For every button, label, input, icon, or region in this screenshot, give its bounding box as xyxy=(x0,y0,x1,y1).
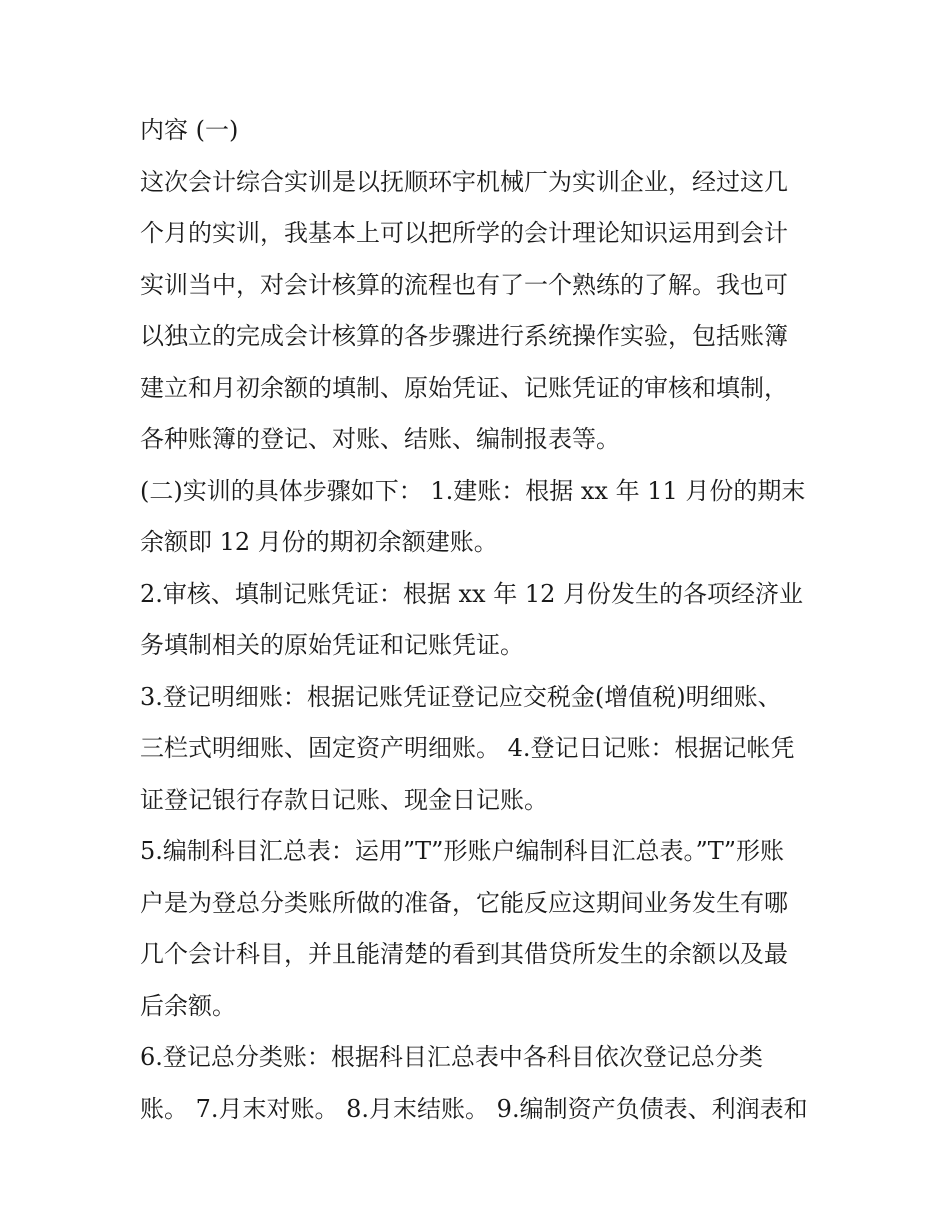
paragraph-intro xyxy=(140,157,830,466)
text-line: 各种账簿的登记、对账、结账、编制报表等。 xyxy=(140,425,620,453)
text-line: 这次会计综合实训是以抚顺环宇机械厂为实训企业，经过这几 xyxy=(140,167,788,196)
paragraph-steps-2 xyxy=(140,569,830,672)
text-line: 务填制相关的原始凭证和记账凭证。 xyxy=(140,631,524,659)
text-line: 账。 7.月末对账。 8.月末结账。 9.编制资产负债表、利润表和 xyxy=(140,1094,808,1123)
paragraph-steps-6 xyxy=(140,1032,830,1135)
text-line: 以独立的完成会计核算的各步骤进行系统操作实验，包括账簿 xyxy=(140,322,788,350)
document-body xyxy=(140,105,830,1135)
text-line: 建立和月初余额的填制、原始凭证、记账凭证的审核和填制， xyxy=(140,373,788,402)
text-line: 2.审核、填制记账凭证：根据 xx 年 12 月份发生的各项经济业 xyxy=(140,579,804,608)
text-line: 内容 (一) xyxy=(140,116,239,144)
paragraph-steps-1 xyxy=(140,466,830,569)
paragraph-steps-5 xyxy=(140,826,830,1032)
text-line: 实训当中，对会计核算的流程也有了一个熟练的了解。我也可 xyxy=(140,270,788,299)
text-line: 三栏式明细账、固定资产明细账。 4.登记日记账：根据记帐凭 xyxy=(140,734,795,762)
text-line: 6.登记总分类账：根据科目汇总表中各科目依次登记总分类 xyxy=(140,1043,763,1071)
text-line: 几个会计科目，并且能清楚的看到其借贷所发生的余额以及最 xyxy=(140,940,788,968)
text-line: 3.登记明细账：根据记账凭证登记应交税金(增值税)明细账、 xyxy=(140,682,782,711)
section-heading xyxy=(140,105,830,157)
text-line: 后余额。 xyxy=(140,991,236,1020)
text-line: 5.编制科目汇总表：运用”T”形账户编制科目汇总表。”T”形账 xyxy=(140,837,784,865)
paragraph-steps-3 xyxy=(140,672,830,827)
text-line: (二)实训的具体步骤如下： 1.建账：根据 xx 年 11 月份的期末 xyxy=(140,476,806,505)
text-line: 余额即 12 月份的期初余额建账。 xyxy=(140,528,498,556)
text-line: 户是为登总分类账所做的准备，它能反应这期间业务发生有哪 xyxy=(140,888,788,917)
text-line: 个月的实训，我基本上可以把所学的会计理论知识运用到会计 xyxy=(140,219,788,247)
text-line: 证登记银行存款日记账、现金日记账。 xyxy=(140,785,548,814)
